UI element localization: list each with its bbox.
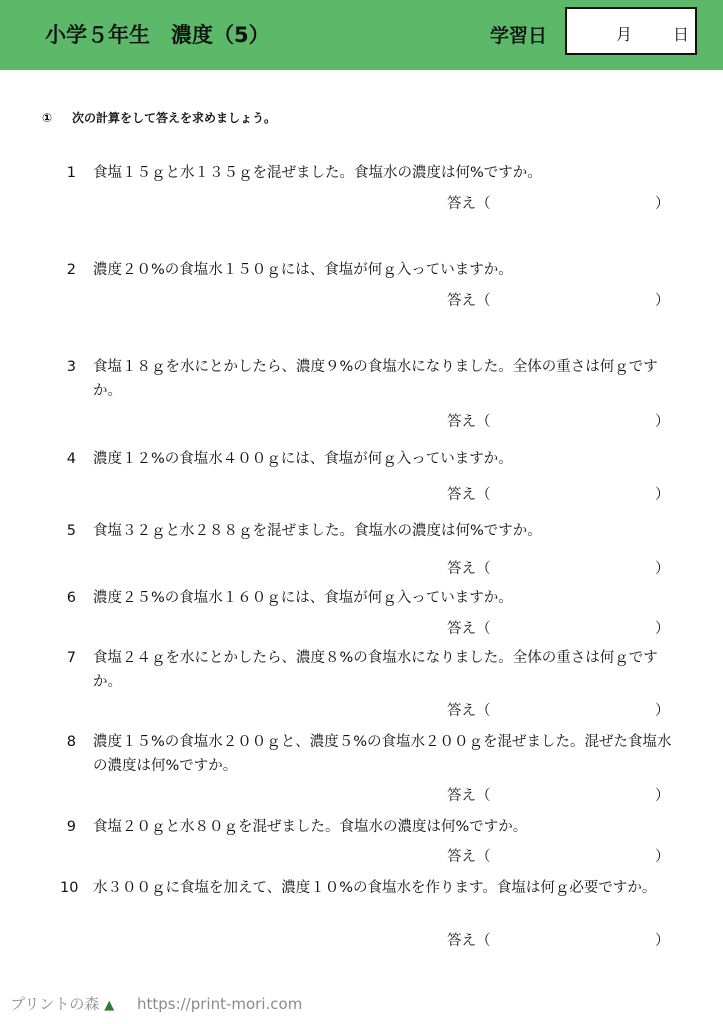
- answer-close-paren: ）: [655, 293, 670, 309]
- question-number: 8: [66, 734, 76, 750]
- answer-field-6[interactable]: [447, 617, 670, 638]
- day-label: 日: [673, 25, 690, 44]
- answer-label: 答え（: [447, 561, 491, 577]
- answer-label: 答え（: [447, 293, 491, 309]
- site-url-link[interactable]: https://print-mori.com: [136, 995, 303, 1013]
- question-8: [60, 730, 680, 778]
- footer: [10, 993, 302, 1014]
- answer-field-3[interactable]: [447, 410, 670, 431]
- question-text: 食塩１５ｇと水１３５ｇを混ぜました。食塩水の濃度は何%ですか。: [93, 165, 542, 181]
- answer-field-7[interactable]: [447, 699, 670, 720]
- study-date-label: 学習日: [490, 25, 548, 47]
- answer-field-4[interactable]: [447, 483, 670, 504]
- question-number: 5: [66, 523, 76, 539]
- answer-close-paren: ）: [655, 621, 670, 637]
- tree-icon: ▲: [104, 998, 115, 1013]
- answer-label: 答え（: [447, 933, 491, 949]
- answer-close-paren: ）: [655, 414, 670, 430]
- question-text: 濃度１５%の食塩水２００ｇと、濃度５%の食塩水２００ｇを混ぜました。混ぜた食塩水の濃度は何%ですか。: [93, 734, 672, 774]
- question-number: 6: [66, 590, 76, 606]
- header-bar: [0, 0, 723, 70]
- site-name: プリントの森: [10, 995, 100, 1013]
- question-3: [60, 355, 680, 403]
- answer-close-paren: ）: [655, 703, 670, 719]
- question-4: [60, 447, 680, 471]
- answer-close-paren: ）: [655, 487, 670, 503]
- question-text: 食塩１８ｇを水にとかしたら、濃度９%の食塩水になりました。全体の重さは何ｇですか。: [93, 359, 658, 399]
- question-number: 2: [66, 262, 76, 278]
- page-title: 小学５年生 濃度（5）: [45, 23, 270, 47]
- question-1: [60, 161, 680, 185]
- answer-close-paren: ）: [655, 849, 670, 865]
- instruction-text: 次の計算をして答えを求めましょう。: [72, 111, 277, 125]
- answer-field-5[interactable]: [447, 557, 670, 578]
- answer-close-paren: ）: [655, 933, 670, 949]
- question-number: 3: [66, 359, 76, 375]
- answer-field-8[interactable]: [447, 784, 670, 805]
- question-2: [60, 258, 680, 282]
- answer-label: 答え（: [447, 487, 491, 503]
- answer-close-paren: ）: [655, 196, 670, 212]
- question-text: 濃度２０%の食塩水１５０ｇには、食塩が何ｇ入っていますか。: [93, 262, 513, 278]
- question-text: 食塩２０ｇと水８０ｇを混ぜました。食塩水の濃度は何%ですか。: [93, 819, 528, 835]
- answer-label: 答え（: [447, 703, 491, 719]
- question-number: 9: [66, 819, 76, 835]
- answer-field-9[interactable]: [447, 845, 670, 866]
- study-date-box[interactable]: [565, 7, 697, 55]
- answer-label: 答え（: [447, 621, 491, 637]
- instruction-number: ①: [42, 111, 53, 125]
- month-label: 月: [616, 25, 633, 44]
- question-7: [60, 646, 680, 694]
- answer-close-paren: ）: [655, 561, 670, 577]
- question-10: [60, 876, 680, 900]
- question-number: 4: [66, 451, 76, 467]
- question-text: 水３００ｇに食塩を加えて、濃度１０%の食塩水を作ります。食塩は何ｇ必要ですか。: [93, 880, 657, 896]
- question-number: 7: [66, 650, 76, 666]
- answer-field-1[interactable]: [447, 192, 670, 213]
- question-text: 食塩２４ｇを水にとかしたら、濃度８%の食塩水になりました。全体の重さは何ｇですか。: [93, 650, 658, 690]
- answer-label: 答え（: [447, 788, 491, 804]
- question-text: 食塩３２ｇと水２８８ｇを混ぜました。食塩水の濃度は何%ですか。: [93, 523, 542, 539]
- answer-label: 答え（: [447, 414, 491, 430]
- answer-label: 答え（: [447, 849, 491, 865]
- answer-field-2[interactable]: [447, 289, 670, 310]
- question-number: 10: [60, 880, 79, 896]
- question-6: [60, 586, 680, 610]
- question-number: 1: [66, 165, 76, 181]
- question-9: [60, 815, 680, 839]
- instruction: [42, 109, 276, 126]
- answer-close-paren: ）: [655, 788, 670, 804]
- answer-label: 答え（: [447, 196, 491, 212]
- answer-field-10[interactable]: [447, 929, 670, 950]
- question-5: [60, 519, 680, 543]
- question-text: 濃度２５%の食塩水１６０ｇには、食塩が何ｇ入っていますか。: [93, 590, 513, 606]
- question-text: 濃度１２%の食塩水４００ｇには、食塩が何ｇ入っていますか。: [93, 451, 513, 467]
